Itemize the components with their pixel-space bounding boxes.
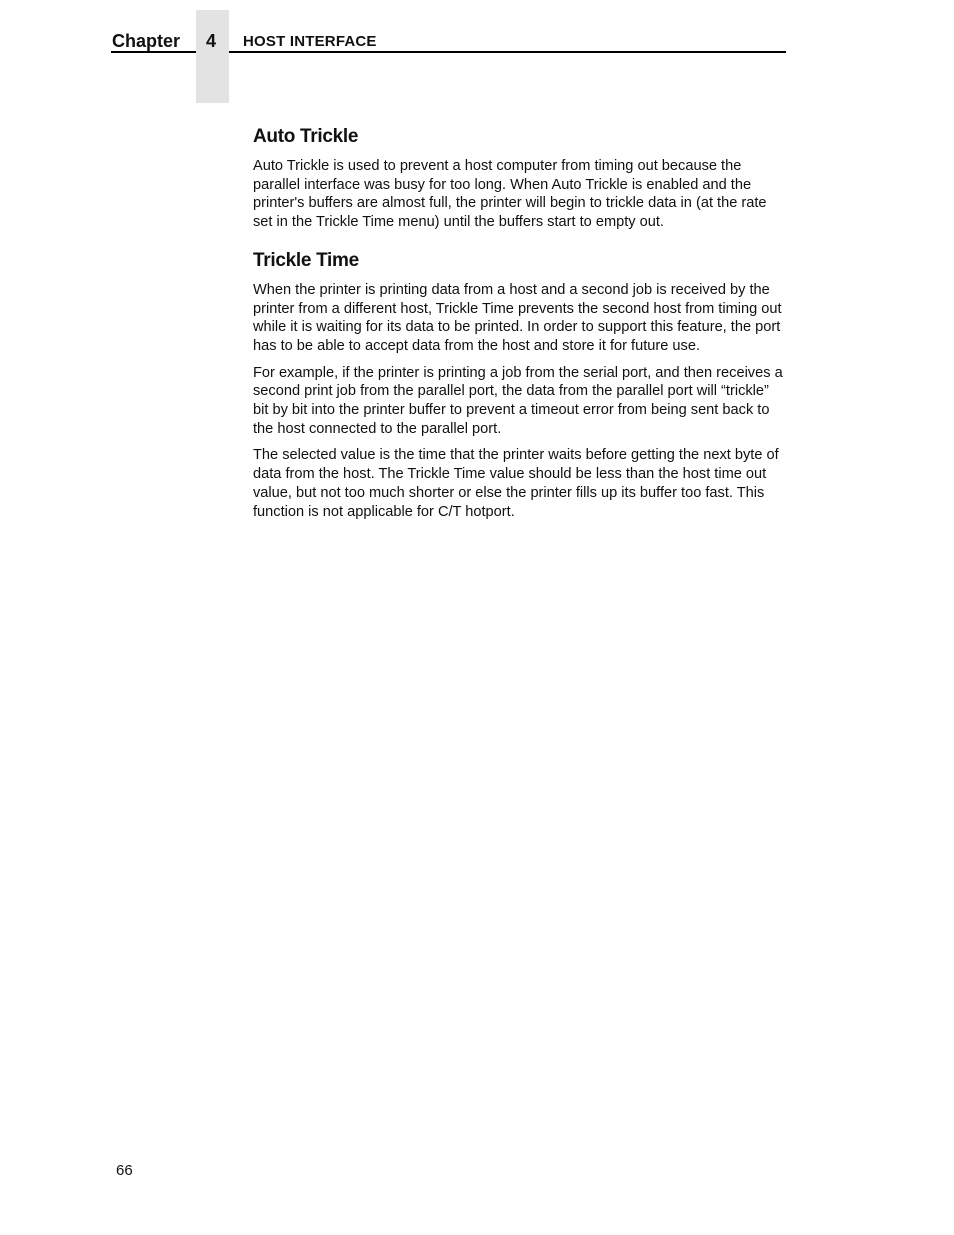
- paragraph-trickle-time-3: The selected value is the time that the printer waits before getting the next byte of data from the host. The Trickle Time value should be less than the host time out value, but not too much shorter or else the printer fills up its buffer too fast. This function is not applicable for C/T hotport.: [253, 447, 779, 520]
- header-rule-left: [111, 51, 196, 53]
- heading-trickle-time: Trickle Time: [253, 249, 359, 271]
- page-body: [253, 124, 788, 529]
- header-rule-right: [229, 51, 786, 53]
- chapter-tab: [196, 10, 229, 103]
- paragraph-auto-trickle: Auto Trickle is used to prevent a host computer from timing out because the parallel interface was busy for too long. When Auto Trickle is enabled and the printer's buffers are almost full, the printer will begin to trickle data in (at the rate set in the Trickle Time menu) until the buffers start to empty out.: [253, 158, 767, 231]
- page-number: 66: [116, 1162, 133, 1179]
- paragraph-trickle-time-1: When the printer is printing data from a host and a second job is received by the printer from a different host, Trickle Time prevents the second host from timing out while it is waiting for its data to be printed. In order to support this feature, the port has to be able to accept data from the host and store it for future use.: [253, 281, 782, 354]
- heading-auto-trickle: Auto Trickle: [253, 126, 359, 147]
- section-title: HOST INTERFACE: [243, 33, 377, 50]
- chapter-number: 4: [205, 31, 216, 51]
- paragraph-trickle-time-2: For example, if the printer is printing a job from the serial port, and then receives a second print job from the parallel port, the data from the parallel port will “trickle” bit by bit into the printer buffer to prevent a timeout error from being sent back to the host connected to the parallel port.: [253, 364, 783, 437]
- chapter-label: Chapter: [112, 31, 181, 51]
